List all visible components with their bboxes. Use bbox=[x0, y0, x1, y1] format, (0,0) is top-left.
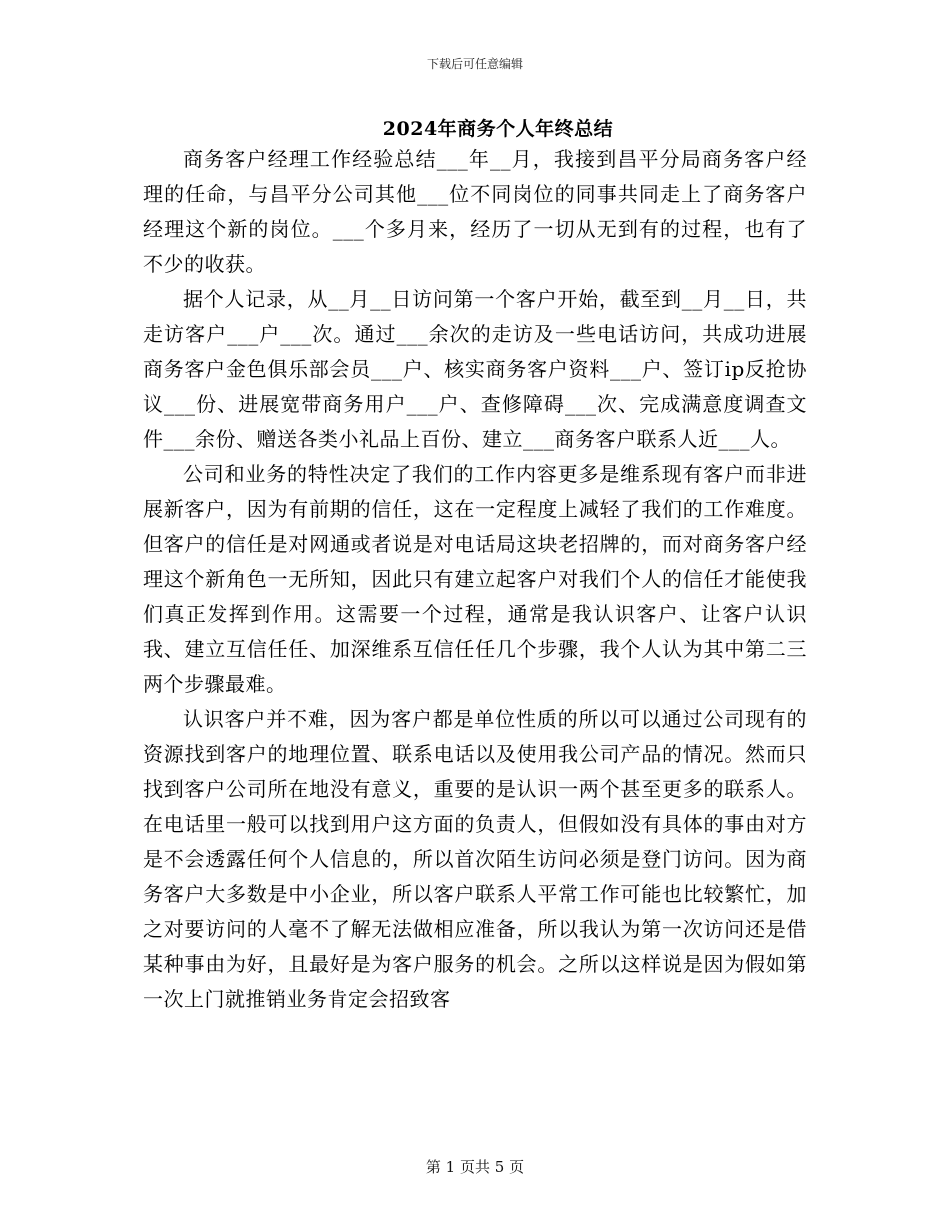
document-body bbox=[143, 142, 807, 1017]
paragraph-4: 认识客户并不难，因为客户都是单位性质的所以可以通过公司现有的资源找到客户的地理位置、联系电话以及使用我公司产品的情况。然而只找到客户公司所在地没有意义，重要的是认识一两个甚至更多的联系人。在电话里一般可以找到用户这方面的负责人，但假如没有具体的事由对方是不会透露任何个人信息的，所以首次陌生访问必须是登门访问。因为商务客户大多数是中小企业，所以客户联系人平常工作可能也比较繁忙，加之对要访问的人毫不了解无法做相应准备，所以我认为第一次访问还是借某种事由为好，且最好是为客户服务的机会。之所以这样说是因为假如第一次上门就推销业务肯定会招致客 bbox=[143, 707, 807, 1011]
page-footer: 第 1 页共 5 页 bbox=[425, 1158, 525, 1176]
paragraph-1: 商务客户经理工作经验总结___年__月，我接到昌平分局商务客户经理的任命，与昌平分公司其他___位不同岗位的同事共同走上了商务客户经理这个新的岗位。___个多月来，经历了一切从无到有的过程，也有了不少的收获。 bbox=[143, 147, 807, 276]
document-title: 2024年商务个人年终总结 bbox=[382, 118, 614, 140]
paragraph-2: 据个人记录，从__月__日访问第一个客户开始，截至到__月__日，共走访客户___户___次。通过___余次的走访及一些电话访问，共成功进展商务客户金色俱乐部会员___户、核实商务客户资料___户、签订ip反抢协议___份、进展宽带商务用户___户、查修障碍___次、完成满意度调查文件___余份、赠送各类小礼品上百份、建立___商务客户联系人近___人。 bbox=[143, 287, 807, 451]
header-note: 下载后可任意编辑 bbox=[426, 57, 523, 71]
paragraph-3: 公司和业务的特性决定了我们的工作内容更多是维系现有客户而非进展新客户，因为有前期的信任，这在一定程度上减轻了我们的工作难度。但客户的信任是对网通或者说是对电话局这块老招牌的，而对商务客户经理这个新角色一无所知，因此只有建立起客户对我们个人的信任才能使我们真正发挥到作用。这需要一个过程，通常是我认识客户、让客户认识我、建立互信任任、加深维系互信任任几个步骤，我个人认为其中第二三两个步骤最难。 bbox=[143, 462, 807, 696]
